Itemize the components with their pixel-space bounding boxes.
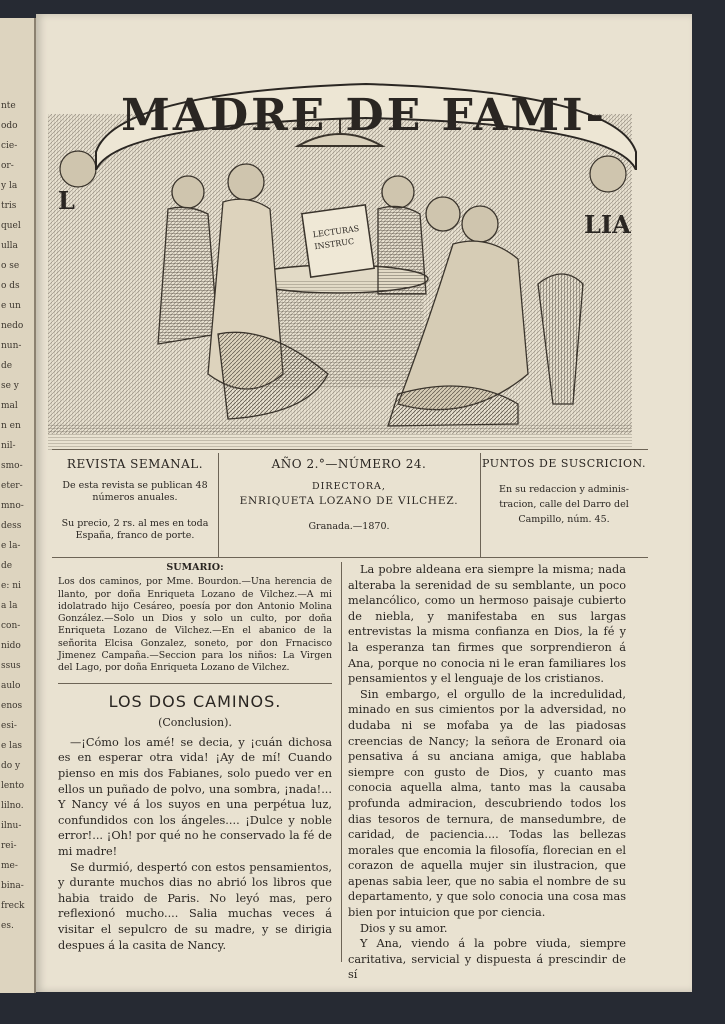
left-page-fragment: o ds [1, 281, 20, 291]
address-line1: En su redaccion y adminis- [499, 484, 629, 495]
left-page-fragment: e: ni [1, 581, 21, 591]
left-page-fragment: nte [1, 101, 16, 111]
article-title: LOS DOS CAMINOS. [108, 691, 282, 711]
left-page-fragment: n en [1, 421, 21, 431]
left-page-fragment: e la- [1, 541, 21, 551]
left-page-fragment: freck [1, 901, 25, 911]
left-page-fragment: tris [1, 201, 17, 211]
sumario-text: Los dos caminos, por Mme. Bourdon.—Una herencia de llanto, por doña Enriqueta Lozano de Vilchez.—A mi idolatrado hijo Cesáreo, poesía por don Antonio Molina González.—Solo un Dios y solo un culto, por doña Enriqueta Lozano de Vilchez.—En el abanico de la señorita Elcisa Gonzalez, soneto, por don Frnacisco Jimenez Campaña.—Seccion para los niños: La Virgen del Lago, por doña Enriqueta Lozano de Vilchez. [58, 576, 332, 674]
left-page-fragment: rei- [1, 841, 17, 851]
issue-info [218, 449, 480, 533]
paragraph: Se durmió, despertó con estos pensamientos, y durante muchos dias no abrió los libros que habia traido de Paris. No leyó mas, pero reflexionó mucho.... Salia muchas veces á visitar el sepulcro de su madre, y se dirigia despues á la casita de Nancy. [58, 860, 332, 952]
left-page-fragment: odo [1, 121, 18, 131]
left-page-fragment: enos [1, 701, 23, 711]
right-column [348, 562, 626, 983]
left-page-fragment: de [1, 561, 13, 571]
article-subtitle: (Conclusion). [158, 716, 232, 730]
left-page-fragment: cie- [1, 141, 18, 151]
left-page-fragment: or- [1, 161, 14, 171]
price-line1: Su precio, 2 rs. al mes en toda [61, 518, 209, 529]
left-page-fragment: nedo [1, 321, 24, 331]
left-page-fragment: bina- [1, 881, 24, 891]
masthead-title: MADRE DE FAMI- [121, 90, 607, 141]
paragraph: —¡Cómo los amé! se decia, y ¡cuán dichosa es en esperar otra vida! ¡Ay de mí! Cuando pienso en mis dos Fabianes, solo puedo ver en ellos un puñado de polvo, una sombra, ¡nada!... Y Nancy vé á los suyos en una perpétua luz, confundidos con los ángeles.... ¡Dulce y noble error!... ¡Oh! por qué no he conservado la fé de mi madre! [58, 735, 332, 859]
left-page-fragment: a la [1, 601, 18, 611]
address-line2: tracion, calle del Darro del [499, 499, 629, 510]
left-page-fragment: e un [1, 301, 21, 311]
left-page-fragment: y la [1, 181, 18, 191]
masthead-banner [36, 74, 692, 170]
left-page-fragment: o se [1, 261, 20, 271]
left-page-fragment: smo- [1, 461, 23, 471]
sumario [58, 562, 332, 675]
left-page-fragment: se y [1, 381, 19, 391]
revista-semanal: REVISTA SEMANAL. [66, 457, 204, 471]
left-page-fragment: ilnu- [1, 821, 22, 831]
left-page-fragment: ssus [1, 661, 21, 671]
subscription-info [52, 449, 218, 542]
address-line3: Campillo, núm. 45. [518, 514, 610, 525]
issue-number: AÑO 2.°—NÚMERO 24. [271, 457, 427, 471]
place-date: Granada.—1870. [308, 521, 390, 532]
paragraph: Dios y su amor. [360, 921, 448, 935]
director-label: DIRECTORA, [312, 481, 386, 492]
masthead-info [52, 449, 648, 559]
left-column [58, 562, 332, 953]
left-page-fragment: e las [1, 741, 23, 751]
left-page-fragment: eter- [1, 481, 23, 491]
left-page-fragment: es. [1, 921, 14, 931]
subscription-points [480, 449, 648, 526]
issues-line2: números anuales. [92, 492, 178, 503]
left-page-edge [0, 18, 36, 993]
left-page-fragment: quel [1, 221, 21, 231]
newspaper-page [36, 14, 692, 992]
left-page-fragment: nido [1, 641, 21, 651]
left-page-fragment: nun- [1, 341, 22, 351]
masthead-title-left: L [58, 186, 75, 215]
left-page-fragment: lilno. [1, 801, 24, 811]
paragraph: Sin embargo, el orgullo de la incredulidad, minado en sus cimientos por la adversidad, no dudaba ni se mofaba ya de las piadosas creencias de Nancy; la señora de Eronard oia pensativa á su anciana amiga, que hablaba siempre con gusto de Dios, y cuanto mas conocia aquella alma, tanto mas la causaba profunda admiracion, descubriendo todos los dias tesoros de ternura, de mansedumbre, de caridad, de paciencia.... Todas las bellezas morales que encomia la filosofía, florecian en el corazon de aquella mujer sin ilustracion, que apenas sabia leer, que no sabia el nombre de su departamento, y que solo conocia una cosa mas bien por intuicion que por ciencia. [348, 687, 626, 920]
column-divider [341, 562, 342, 962]
left-page-fragment: de [1, 361, 13, 371]
puntos-title: PUNTOS DE SUSCRICION. [482, 457, 646, 470]
left-page-fragment: con- [1, 621, 21, 631]
left-page-fragment: ulla [1, 241, 18, 251]
left-page-fragment: esi- [1, 721, 17, 731]
left-page-fragment: aulo [1, 681, 21, 691]
paragraph: Y Ana, viendo á la pobre viuda, siempre caritativa, servicial y dispuesta á prescindir de sí [348, 937, 626, 982]
left-page-fragment: me- [1, 861, 18, 871]
svg-text:LECTURAS: LECTURAS [312, 223, 360, 240]
left-page-fragment: lento [1, 781, 25, 791]
left-page-fragment: nil- [1, 441, 16, 451]
left-page-fragment: mal [1, 401, 18, 411]
sumario-title: SUMARIO: [166, 562, 224, 573]
director-name: ENRIQUETA LOZANO DE VILCHEZ. [239, 495, 459, 507]
svg-text:INSTRUC: INSTRUC [313, 236, 355, 252]
price-line2: España, franco de porte. [75, 530, 195, 541]
left-page-fragment: do y [1, 761, 21, 771]
masthead-title-right: LIA [584, 210, 631, 239]
left-page-fragment: mno- [1, 501, 24, 511]
left-page-fragment: dess [1, 521, 22, 531]
paragraph: La pobre aldeana era siempre la misma; nada alteraba la serenidad de su semblante, un poco melancólico, como un hermoso paisaje cubierto de niebla, y manifestaba en sus largas entrevistas la misma confianza en Dios, la fé y la esperanza tan firmes que sorprendieron á Ana, porque no conocia ni le eran familiares los pensamientos y el lenguaje de los cristianos. [348, 563, 626, 686]
issues-line1: De esta revista se publican 48 [62, 480, 208, 491]
